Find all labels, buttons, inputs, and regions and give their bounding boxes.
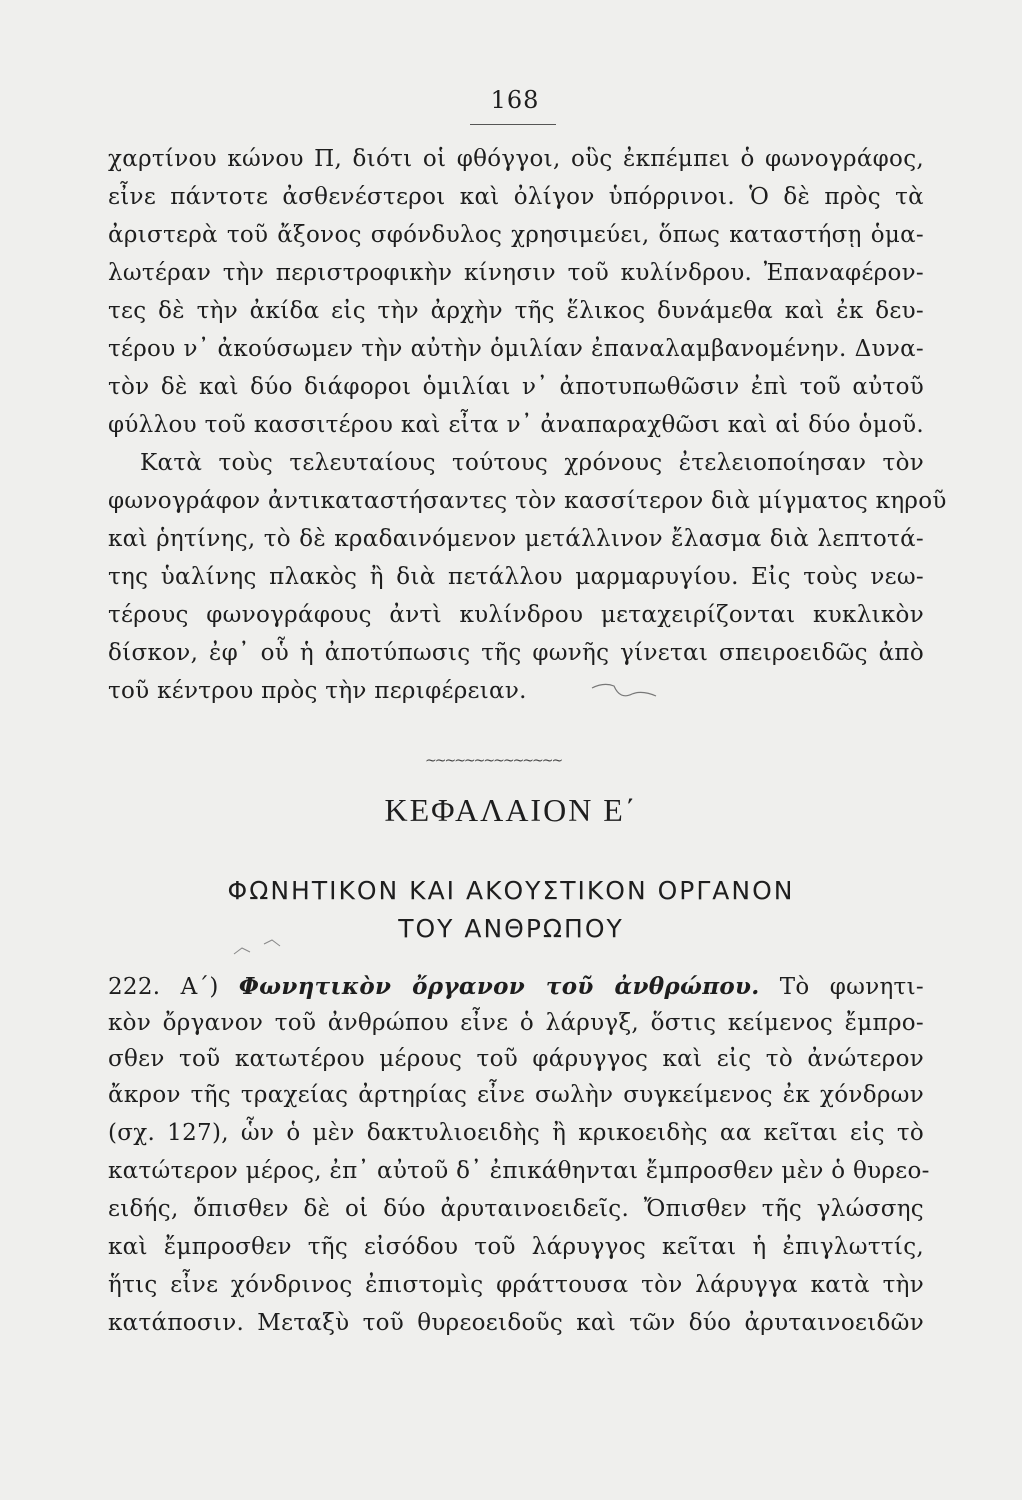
text-line: τες δὲ τὴν ἀκίδα εἰς τὴν ἀρχὴν τῆς ἕλικος δυνάμεθα καὶ ἐκ δευ- — [108, 298, 924, 324]
chapter-title: ΚΕΦΑΛΑΙΟΝ Ε΄ — [384, 792, 638, 828]
section-heading-line — [108, 972, 924, 1002]
text-line: φωνογράφον ἀντικαταστήσαντες τὸν κασσίτερον διὰ μίγματος κηροῦ — [108, 488, 947, 514]
text-line: καὶ ῥητίνης, τὸ δὲ κραδαινόμενον μετάλλινον ἔλασμα διὰ λεπτοτά- — [108, 526, 924, 552]
ornament-divider: ~~~~~~~~~~~~~~ — [425, 753, 562, 769]
chapter-subtitle: ΤΟΥ ΑΝΘΡΩΠΟΥ — [398, 914, 624, 943]
text-line: ἥτις εἶνε χόνδρινος ἐπιστομὶς φράττουσα τὸν λάρυγγα κατὰ τὴν — [108, 1272, 924, 1298]
pencil-squiggle-icon — [590, 676, 660, 706]
text-line: φύλλου τοῦ κασσιτέρου καὶ εἶτα ν᾿ ἀναπαραχθῶσι καὶ αἱ δύο ὁμοῦ. — [108, 412, 924, 438]
text-line: τέρου ν᾿ ἀκούσωμεν τὴν αὐτὴν ὁμιλίαν ἐπαναλαμβανομένην. Δυνα- — [108, 336, 924, 362]
section-heading: Φωνητικὸν ὄργανον τοῦ ἀνθρώπου. — [238, 973, 760, 1000]
pencil-mark-icon — [230, 938, 290, 962]
text-line: χαρτίνου κώνου Π, διότι οἱ φθόγγοι, οὓς ἐκπέμπει ὁ φωνογράφος, — [108, 146, 924, 172]
text-line: κὸν ὄργανον τοῦ ἀνθρώπου εἶνε ὁ λάρυγξ, ὅστις κείμενος ἔμπρο- — [108, 1010, 924, 1036]
text-line: (σχ. 127), ὧν ὁ μὲν δακτυλιοειδὴς ἢ κρικοειδὴς αα κεῖται εἰς τὸ — [108, 1120, 924, 1146]
text-line: κατώτερον μέρος, ἐπ᾿ αὐτοῦ δ᾿ ἐπικάθηνται ἔμπροσθεν μὲν ὁ θυρεο- — [108, 1158, 930, 1184]
chapter-subtitle: ΦΩΝΗΤΙΚΟΝ ΚΑΙ ΑΚΟΥΣΤΙΚΟΝ ΟΡΓΑΝΟΝ — [227, 876, 795, 905]
text-line: κατάποσιν. Μεταξὺ τοῦ θυρεοειδοῦς καὶ τῶν δύο ἀρυταινοειδῶν — [108, 1310, 924, 1336]
text-line: ἀριστερὰ τοῦ ἄξονος σφόνδυλος χρησιμεύει, ὅπως καταστήσῃ ὁμα- — [108, 222, 924, 248]
text-line: καὶ ἔμπροσθεν τῆς εἰσόδου τοῦ λάρυγγος κεῖται ἡ ἐπιγλωττίς, — [108, 1234, 924, 1260]
text-line: τέρους φωνογράφους ἀντὶ κυλίνδρου μεταχειρίζονται κυκλικὸν — [108, 602, 924, 628]
section-first-line: Τὸ φωνητι- — [779, 974, 924, 1000]
header-rule — [470, 124, 556, 125]
text-line: ἄκρον τῆς τραχείας ἀρτηρίας εἶνε σωλὴν συγκείμενος ἐκ χόνδρων — [108, 1082, 924, 1108]
text-line: εἶνε πάντοτε ἀσθενέστεροι καὶ ὀλίγον ὑπόρρινοι. Ὁ δὲ πρὸς τὰ — [108, 184, 924, 210]
section-label: Α΄) — [180, 974, 219, 1000]
text-line: σθεν τοῦ κατωτέρου μέρους τοῦ φάρυγγος καὶ εἰς τὸ ἀνώτερον — [108, 1046, 924, 1072]
page-number: 168 — [490, 86, 540, 114]
text-line: Κατὰ τοὺς τελευταίους τούτους χρόνους ἐτελειοποίησαν τὸν — [140, 450, 924, 476]
text-line: τοῦ κέντρου πρὸς τὴν περιφέρειαν. — [108, 678, 527, 704]
text-line: ειδής, ὄπισθεν δὲ οἱ δύο ἀρυταινοειδεῖς. Ὄπισθεν τῆς γλώσσης — [108, 1196, 924, 1222]
text-line: δίσκον, ἐφ᾿ οὗ ἡ ἀποτύπωσις τῆς φωνῆς γίνεται σπειροειδῶς ἀπὸ — [108, 640, 924, 666]
text-line: της ὑαλίνης πλακὸς ἢ διὰ πετάλλου μαρμαρυγίου. Εἰς τοὺς νεω- — [108, 564, 924, 590]
text-line: τὸν δὲ καὶ δύο διάφοροι ὁμιλίαι ν᾿ ἀποτυπωθῶσιν ἐπὶ τοῦ αὐτοῦ — [108, 374, 924, 400]
text-line: λωτέραν τὴν περιστροφικὴν κίνησιν τοῦ κυλίνδρου. Ἐπαναφέρον- — [108, 260, 924, 286]
section-number: 222. — [108, 974, 161, 1000]
